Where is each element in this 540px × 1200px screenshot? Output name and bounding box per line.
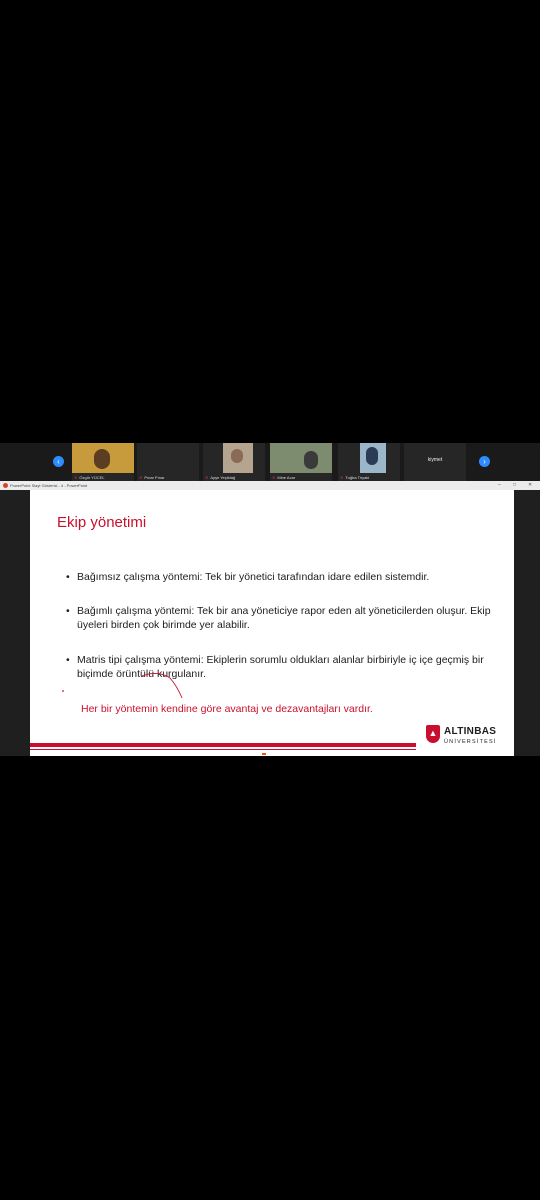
participant-video — [72, 443, 134, 473]
participant-tile[interactable] — [72, 443, 134, 481]
participant-tile[interactable] — [137, 443, 199, 481]
mic-muted-icon: ✕ — [340, 475, 344, 480]
powerpoint-titlebar — [0, 481, 540, 490]
participant-tile[interactable] — [338, 443, 400, 481]
bullet-item — [66, 570, 497, 584]
participant-name: kiymet — [427, 457, 443, 463]
logo-subtitle: ÜNİVERSİTESİ — [444, 739, 497, 745]
pen-dot — [62, 690, 64, 692]
mic-muted-icon: ✕ — [139, 475, 143, 480]
participant-video — [360, 443, 386, 473]
prev-page-button[interactable]: ‹ — [53, 456, 64, 467]
slide-title: Ekip yönetimi — [57, 514, 147, 531]
minimize-button[interactable]: – — [498, 482, 501, 488]
slide-summary: Her bir yöntemin kendine göre avantaj ve dezavantajları vardır. — [81, 703, 373, 715]
status-indicator — [262, 753, 266, 755]
participant-tile[interactable] — [404, 443, 466, 481]
participant-tile[interactable] — [270, 443, 332, 481]
participant-name: Ayşe Yeşildağ — [210, 475, 236, 480]
maximize-button[interactable]: □ — [513, 482, 517, 488]
bullet-dot: • — [66, 605, 70, 617]
bullet-dot: • — [66, 654, 70, 666]
slide[interactable] — [30, 490, 514, 756]
participant-name: Mine Acar — [277, 475, 296, 480]
mic-muted-icon: ✕ — [272, 475, 276, 480]
participant-name: Tuğba Tiryaki — [345, 475, 370, 480]
next-page-button[interactable]: › — [479, 456, 490, 467]
bullet-item — [66, 604, 497, 632]
bullet-text: Matris tipi çalışma yöntemi: Ekiplerin sorumlu oldukları alanlar birbiriyle iç içe geçmiş bir biçimde örüntülü kurgulanır. — [77, 654, 484, 680]
powerpoint-icon — [3, 483, 8, 488]
mic-muted-icon: ✕ — [205, 475, 209, 480]
close-button[interactable]: ✕ — [528, 482, 533, 488]
logo-brand: ALTINBAS — [444, 726, 497, 737]
participant-tile[interactable] — [203, 443, 265, 481]
bullet-text: Bağımlı çalışma yöntemi: Tek bir ana yöneticiye rapor eden alt yöneticilerden oluşur. Ekip üyeleri birden çok birimde yer alabilir. — [77, 605, 491, 631]
slideshow-area — [0, 490, 540, 756]
footer-line — [30, 749, 416, 750]
participant-video — [223, 443, 253, 473]
bullet-text: Bağımsız çalışma yöntemi: Tek bir yönetici tarafından idare edilen sistemdir. — [77, 571, 430, 583]
bullet-item — [66, 653, 497, 681]
participant-name: Özgür YÜCEL — [79, 475, 105, 480]
participant-name: Pınar Pınar — [144, 475, 165, 480]
participant-strip — [0, 443, 540, 481]
footer-bar — [30, 743, 416, 747]
window-title: PowerPoint Slayt Gösterisi - 4 - PowerPoint — [10, 483, 88, 488]
university-logo — [426, 725, 508, 753]
shield-icon: ▲ — [426, 725, 440, 743]
participant-video — [270, 443, 332, 473]
mic-muted-icon: ✕ — [74, 475, 78, 480]
bullet-dot: • — [66, 571, 70, 583]
